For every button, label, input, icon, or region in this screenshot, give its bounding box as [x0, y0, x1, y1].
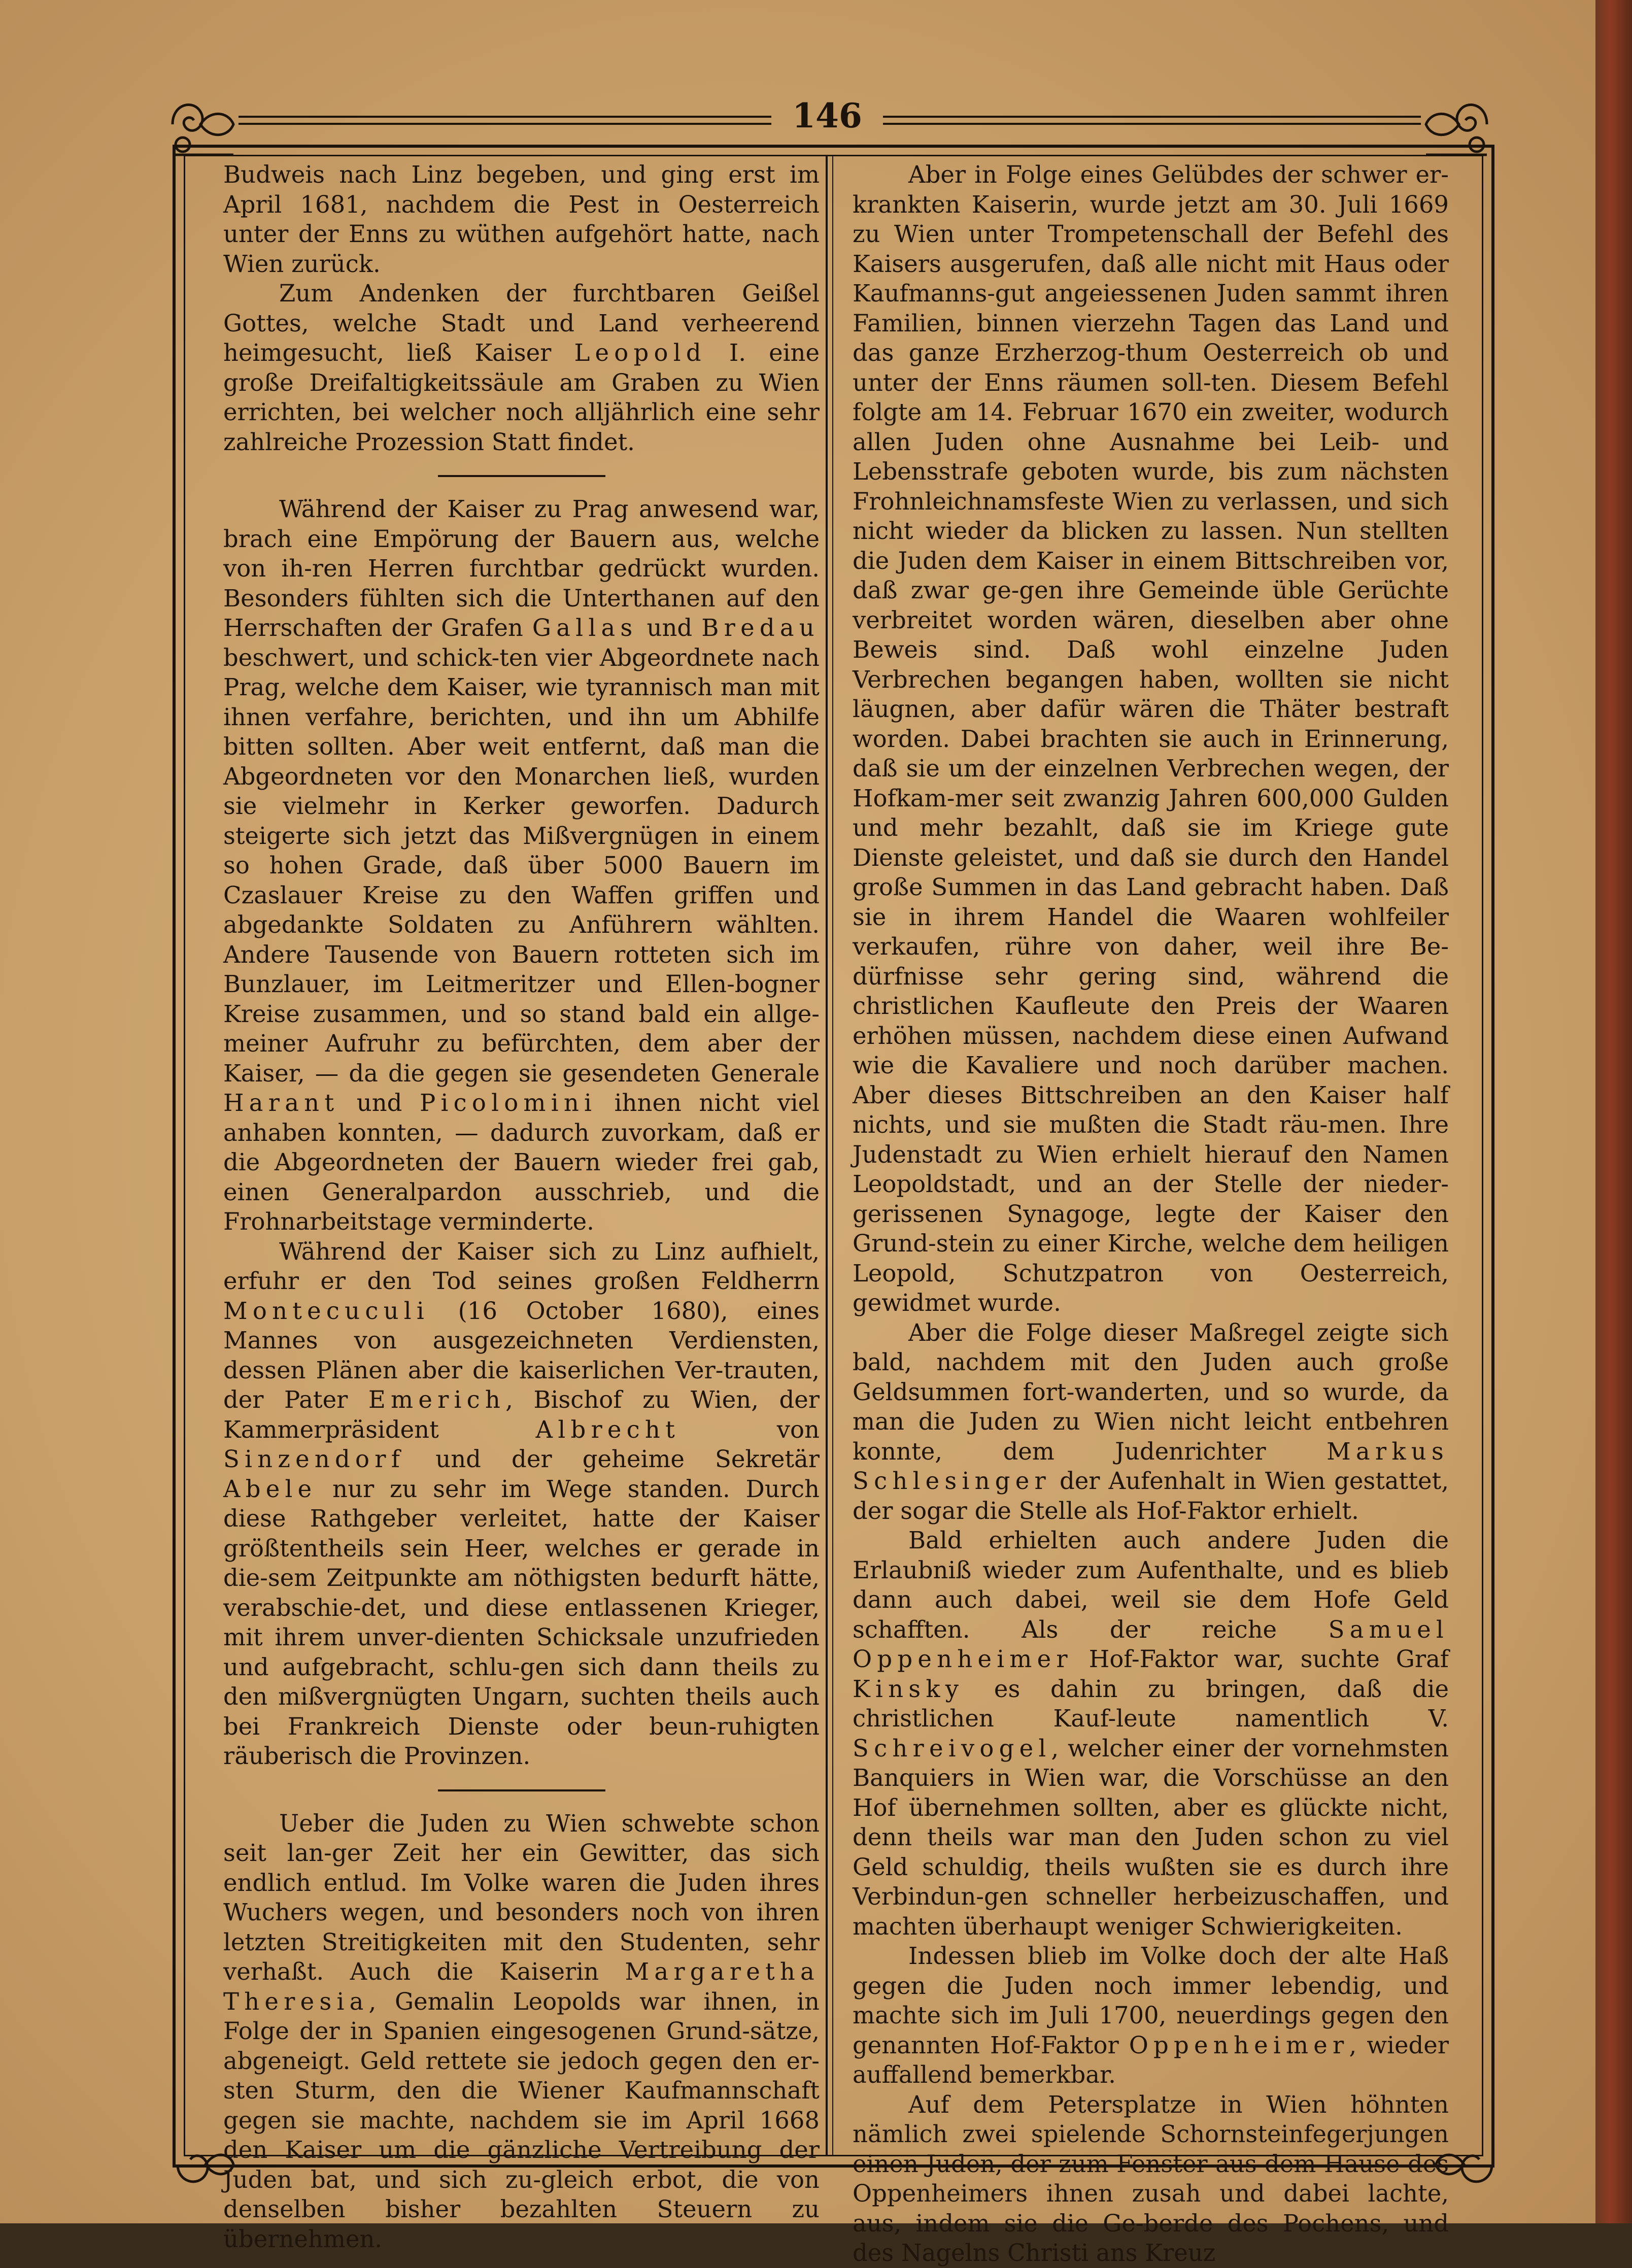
page-number: 146 — [792, 96, 862, 136]
name-kinsky: Kinsky — [853, 1675, 964, 1703]
name-margaretha-theresia: Margaretha Theresia — [223, 1958, 820, 2015]
name-emerich: Emerich — [368, 1386, 506, 1413]
name-harant: Harant — [223, 1089, 339, 1116]
paragraph: Aber die Folge dieser Maßregel zeigte sich bald, nachdem mit den Juden auch große Geldsummen fort-wanderten, und so wurde, da man die Juden zu Wien nicht leicht entbehren konnte, dem Judenrichter Markus Schlesinger der Aufenhalt in Wien gestattet, der sogar die Stelle als Hof-Faktor erhielt. — [853, 1318, 1449, 1525]
name-sinzendorf: Sinzendorf — [223, 1445, 405, 1473]
paragraph: Bald erhielten auch andere Juden die Erlaubniß wieder zum Aufenthalte, und es blieb dann auch dabei, weil sie dem Hofe Geld schafften. Als der reiche Samuel Oppenheimer Hof-Faktor war, suchte Graf Kinsky es dahin zu bringen, daß die christlichen Kauf-leute namentlich V. Schreivogel, welcher einer der vornehmsten Banquiers in Wien war, die Vorschüsse an den Hof übernehmen sollten, aber es glückte nicht, denn theils war man den Juden schon zu viel Geld schuldig, theils wußten sie es durch ihre Verbindun-gen schneller herbeizuschaffen, und machten überhaupt weniger Schwierigkeiten. — [853, 1527, 1449, 1940]
name-markus-schlesinger: Markus Schlesinger — [853, 1437, 1449, 1495]
name-samuel-oppenheimer: Samuel Oppenheimer — [853, 1615, 1449, 1673]
paragraph: Ueber die Juden zu Wien schwebte schon seit lan-ger Zeit her ein Gewitter, das sich endlich entlud. Im Volke waren die Juden ihres Wuchers wegen, und besonders noch von ihren letzten Streitigkeiten mit den Studenten, sehr verhaßt. Auch die Kaiserin Margaretha Theresia, Gemalin Leopolds war ihnen, in Folge der in Spanien eingesogenen Grund-sätze, abgeneigt. Geld rettete sie jedoch gegen den er-sten Sturm, den die Wiener Kaufmannschaft gegen sie machte, nachdem sie im April 1668 den Kaiser um die gänzliche Vertreibung der Juden bat, und sich zu-gleich erbot, die von denselben bisher bezahlten Steuern zu übernehmen. — [223, 1809, 820, 2253]
book-spine — [1595, 0, 1632, 2223]
left-column — [223, 160, 820, 2254]
name-leopold: Leopold — [574, 339, 706, 366]
column-divider-thin — [832, 155, 833, 2156]
paragraph: Während der Kaiser zu Prag anwesend war, brach eine Empörung der Bauern aus, welche von ih-ren Herren furchtbar gedrückt wurden. Besonders fühlten sich die Unterthanen auf den Herrschaften der Grafen Gallas und Bredau beschwert, und schick-ten vier Abgeordnete nach Prag, welche dem Kaiser, wie tyrannisch man mit ihnen verfahre, berichten, und ihn um Abhilfe bitten sollten. Aber weit entfernt, daß man die Abgeordneten vor den Monarchen ließ, wurden sie vielmehr in Kerker geworfen. Dadurch steigerte sich jetzt das Mißvergnügen in einem so hohen Grade, daß über 5000 Bauern im Czaslauer Kreise zu den Waffen griffen und abgedankte Soldaten zu Anführern wählten. Andere Tausende von Bauern rotteten sich im Bunzlauer, im Leitmeritzer und Ellen-bogner Kreise zusammen, und so stand bald ein allge-meiner Aufruhr zu befürchten, dem aber der Kaiser, — da die gegen sie gesendeten Generale Harant und Picolomini ihnen nicht viel anhaben konnten, — dadurch zuvorkam, daß er die Abgeordneten der Bauern wieder frei gab, einen Generalpardon ausschrieb, und die Frohnarbeitstage verminderte. — [223, 495, 820, 1235]
paragraph: Auf dem Petersplatze in Wien höhnten nämlich zwei spielende Schornsteinfegerjungen einen Juden, der zum Fenster aus dem Hause des Oppenheimers ihnen zusah und dabei lachte, aus, indem sie die Ge-berde des Pochens, und des Nagelns Christi ans Kreuz — [853, 2090, 1449, 2266]
name-montecuculi: Montecuculi — [223, 1297, 430, 1325]
header-rule-left — [239, 116, 771, 125]
paragraph: Indessen blieb im Volke doch der alte Haß gegen die Juden noch immer lebendig, und machte sich im Juli 1700, neuerdings gegen den genannten Hof-Faktor Oppenheimer, wieder auffallend bemerkbar. — [853, 1942, 1449, 2088]
name-schreivogel: Schreivogel — [853, 1734, 1051, 1762]
header-rule-right — [883, 116, 1421, 125]
name-gallas: Gallas — [532, 614, 638, 641]
name-abele: Abele — [223, 1475, 317, 1503]
name-oppenheimer: Oppenheimer — [1129, 2031, 1349, 2059]
paragraph: Budweis nach Linz begeben, und ging erst im April 1681, nachdem die Pest in Oesterreich unter der Enns zu wüthen aufgehört hatte, nach Wien zurück. — [223, 161, 820, 278]
section-separator — [438, 475, 605, 477]
column-divider — [826, 155, 828, 2156]
name-picolomini: Picolomini — [419, 1089, 597, 1116]
paragraph: Während der Kaiser sich zu Linz aufhielt, erfuhr er den Tod seines großen Feldherrn Montecuculi (16 October 1680), eines Mannes von ausgezeichneten Verdiensten, dessen Plänen aber die kaiserlichen Ver-trauten, der Pater Emerich, Bischof zu Wien, der Kammerpräsident Albrecht von Sinzendorf und der geheime Sekretär Abele nur zu sehr im Wege standen. Durch diese Rathgeber verleitet, hatte der Kaiser größtentheils sein Heer, welches er gerade in die-sem Zeitpunkte am nöthigsten bedurft hätte, verabschie-det, und diese entlassenen Krieger, mit ihrem unver-dienten Schicksale unzufrieden und aufgebracht, schlu-gen sich dann theils zu den mißvergnügten Ungarn, suchten theils auch bei Frankreich Dienste oder beun-ruhigten räuberisch die Provinzen. — [223, 1237, 820, 1770]
section-separator — [438, 1789, 605, 1791]
name-albrecht: Albrecht — [535, 1415, 681, 1443]
paragraph: Zum Andenken der furchtbaren Geißel Gottes, welche Stadt und Land verheerend heimgesucht, ließ Kaiser Leopold I. eine große Dreifaltigkeitssäule am Graben zu Wien errichten, bei welcher noch alljährlich eine sehr zahlreiche Prozession Statt findet. — [223, 280, 820, 456]
name-bredau: Bredau — [701, 614, 820, 641]
right-column — [853, 160, 1449, 2268]
paragraph: Aber in Folge eines Gelübdes der schwer er-krankten Kaiserin, wurde jetzt am 30. Juli 1669 zu Wien unter Trompetenschall der Befehl des Kaisers ausgerufen, daß alle nicht mit Haus oder Kaufmanns-gut angeiessenen Juden sammt ihren Familien, binnen vierzehn Tagen das Land und das ganze Erzherzog-thum Oesterreich ob und unter der Enns räumen soll-ten. Diesem Befehl folgte am 14. Februar 1670 ein zweiter, wodurch allen Juden ohne Ausnahme bei Leib- und Lebensstrafe geboten wurde, bis zum nächsten Frohnleichnamsfeste Wien zu verlassen, und sich nicht wieder da blicken zu lassen. Nun stellten die Juden dem Kaiser in einem Bittschreiben vor, daß zwar ge-gen ihre Gemeinde üble Gerüchte verbreitet worden wären, dieselben aber ohne Beweis sind. Daß wohl einzelne Juden Verbrechen begangen haben, wollten sie nicht läugnen, aber dafür wären die Thäter bestraft worden. Dabei brachten sie auch in Erinnerung, daß sie um der einzelnen Verbrechen wegen, der Hofkam-mer seit zwanzig Jahren 600,000 Gulden und mehr bezahlt, daß sie im Kriege gute Dienste geleistet, und daß sie durch den Handel große Summen in das Land gebracht haben. Daß sie in ihrem Handel die Waaren wohlfeiler verkaufen, rühre von daher, weil ihre Be-dürfnisse sehr gering sind, während die christlichen Kaufleute den Preis der Waaren erhöhen müssen, nachdem diese einen Aufwand wie die Kavaliere und noch darüber machen. Aber dieses Bittschreiben an den Kaiser half nichts, und sie mußten die Stadt räu-men. Ihre Judenstadt zu Wien erhielt hierauf den Namen Leopoldstadt, und an der Stelle der nieder-gerissenen Synagoge, legte der Kaiser den Grund-stein zu einer Kirche, welche dem heiligen Leopold, Schutzpatron von Oesterreich, gewidmet wurde. — [853, 161, 1449, 1316]
